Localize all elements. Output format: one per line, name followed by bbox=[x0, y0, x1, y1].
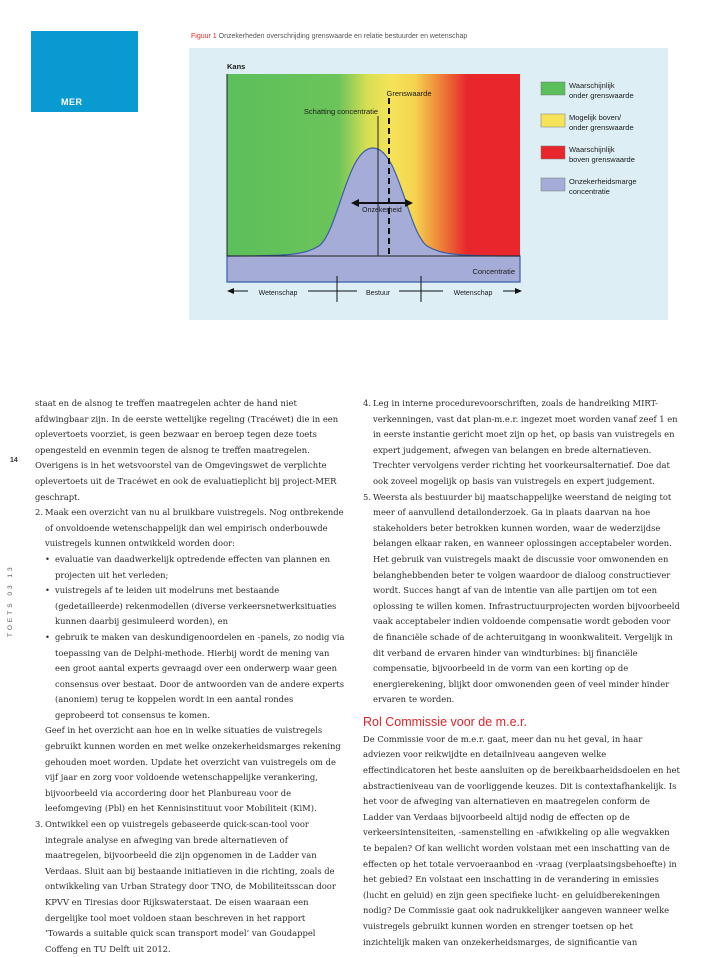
legend-label: Waarschijnlijk bbox=[569, 81, 615, 90]
list-number: 4. bbox=[363, 398, 371, 408]
figure-caption bbox=[191, 33, 467, 40]
list-text: Leg in interne procedurevoorschriften, zoals de handreiking MIRT-verkenningen, vast dat plan-m.e.r. ingezet moet worden vanaf zeef 1 en in eerste instantie gericht moet zijn op het, op basis van vuistregels en expert judgement, afwegen van belangen en brede alternatieven. Trechter vervolgens verder richting het voorkeursalternatief. Doe dat ook zoveel mogelijk op basis van vuistregels en expert judgement. bbox=[373, 398, 678, 486]
legend-label: Waarschijnlijk bbox=[569, 145, 615, 154]
legend-label: Mogelijk boven/ bbox=[569, 113, 622, 122]
legend-swatch bbox=[541, 114, 565, 127]
bullet-text: vuistregels af te leiden uit modelruns met bestaande (gedetailleerde) rekenmodellen (diverse verkeersnetwerksituaties kunnen daarbij gesimuleerd worden), en bbox=[55, 585, 337, 627]
bottom-label-governance: Bestuur bbox=[365, 290, 391, 297]
section-heading: Rol Commissie voor de m.e.r. bbox=[363, 714, 527, 729]
uncertainty-figure bbox=[189, 48, 668, 320]
legend-label: onder grenswaarde bbox=[569, 91, 634, 100]
legend-label: concentratie bbox=[569, 187, 610, 196]
bullet-text: evaluatie van daadwerkelijk optredende effecten van plannen en projecten uit het verleden; bbox=[55, 553, 331, 580]
uncertainty-label: Onzekerheid bbox=[362, 207, 402, 214]
journal-label-text: TOETS 03 13 bbox=[7, 564, 14, 637]
bottom-arrow-right bbox=[515, 288, 522, 294]
list-text: Maak een overzicht van nu al bruikbare vuistregels. Nog ontbrekende of onvoldoende wetenschappelijk dan wel empirisch onderbouwde vuistregels kunnen ontwikkeld worden door: bbox=[45, 507, 344, 549]
legend-label: boven grenswaarde bbox=[569, 155, 635, 164]
bullet-item bbox=[35, 552, 345, 583]
bullet-item bbox=[35, 630, 345, 724]
mer-section-block bbox=[31, 31, 138, 112]
figure-caption-text: Onzekerheden overschrijding grenswaarde en relatie bestuurder en wetenschap bbox=[218, 33, 468, 40]
list-item-4 bbox=[363, 396, 680, 490]
figure-legend bbox=[541, 81, 637, 196]
list-item-3 bbox=[35, 817, 345, 957]
legend-label: onder grenswaarde bbox=[569, 123, 634, 132]
bullet-icon: • bbox=[45, 585, 50, 596]
list-item-2 bbox=[35, 505, 345, 552]
journal-label bbox=[7, 564, 27, 637]
bottom-label-science-right: Wetenschap bbox=[453, 290, 493, 297]
bullet-item bbox=[35, 583, 345, 630]
legend-label: Onzekerheidsmarge bbox=[569, 177, 637, 186]
legend-swatch bbox=[541, 178, 565, 191]
bottom-arrow-left bbox=[227, 288, 234, 294]
estimate-label: Schatting concentratie bbox=[303, 107, 379, 116]
list-item-5 bbox=[363, 490, 680, 708]
legend-swatch bbox=[541, 82, 565, 95]
legend-swatch bbox=[541, 146, 565, 159]
list-number: 5. bbox=[363, 491, 371, 502]
list-text: Ontwikkel een op vuistregels gebaseerde quick-scan-tool voor integrale analyse en afweging van brede alternatieven of maatregelen, bijvoorbeeld die zijn opgenomen in de Ladder van Verdaas. Sluit aan bij bestaande initiatieven in die richting, zoals de ontwikkeling van Urban Strategy door TNO, de Mobiliteitsscan door KPVV en Tiresias door Rijkswaterstaat. De eisen waaraan een dergelijke tool moet voldoen staan beschreven in het rapport ‘Towards a suitable quick scan transport model’ van Goudappel Coffeng en TU Delft uit 2012. bbox=[45, 819, 336, 954]
left-column bbox=[35, 396, 345, 957]
limit-label: Grenswaarde bbox=[386, 89, 432, 98]
bullet-text: gebruik te maken van deskundigenoordelen en -panels, zo nodig via toepassing van de Delphi-methode. Hierbij wordt de mening van een groot aantal experts gevraagd over een onderwerp waar geen consensus over bestaat. Door de antwoorden van de andere experts (anoniem) terug te koppelen wordt in een aantal rondes geprobeerd tot consensus te komen. bbox=[55, 631, 345, 720]
list-text: Weersta als bestuurder bij maatschappelijke weerstand de neiging tot meer of aanvullend detailonderzoek. Ga in plaats daarvan na hoe stakeholders beter betrokken kunnen worden, waar de wederzijdse belangen elkaar raken, en wanneer oplossingen acceptabeler worden. Het gebruik van vuistregels maakt de discussie voor omwonenden en belanghebbenden beter te volgen waardoor de dialoog constructiever wordt. Succes hangt af van de intentie van alle partijen om tot een oplossing te willen komen. Infrastructuurprojecten worden bijvoorbeeld vaak acceptabeler indien voldoende compensatie wordt geboden voor de financiële schade of de achteruitgang in woonkwaliteit. Vergelijk in dit verband de ervaren hinder van windturbines: bij financiële compensatie, bijvoorbeeld in de vorm van een korting op de energierekening, blijkt door omwonenden geen of veel minder hinder ervaren te worden. bbox=[373, 491, 680, 705]
page-number: 14 bbox=[10, 457, 18, 464]
paragraph: De Commissie voor de m.e.r. gaat, meer dan nu het geval, in haar adviezen voor reikwijdte en detailniveau aangeven welke effectindicatoren het beste aansluiten op de bereikbaarheidsdoelen en het abstractieniveau van de voorliggende keuzes. Dit is contextafhankelijk. Is het voor de afweging van alternatieven en maatregelen conform de Ladder van Verdaas bijvoorbeeld altijd nodig de effecten op de verkeersintensiteiten, -samenstelling en -afwikkeling op alle wegvakken te bepalen? Of kan wellicht worden volstaan met een inschatting van de effecten op het totale vervoeraanbod en -vraag (verplaatsingsbehoefte) in het gebied? En volstaat een inschatting in de verandering in emissies (lucht en geluid) en zijn geen specifieke lucht- en geluidberekeningen nodig? De Commissie gaat ook nadrukkelijker aangeven wanneer welke vuistregels gebruikt kunnen worden en strenger toetsen op het inzichtelijk maken van onzekerheidsmarges, de significantie van bbox=[363, 733, 680, 947]
mer-badge-label: MER bbox=[61, 97, 83, 107]
paragraph: staat en de alsnog te treffen maatregelen achter de hand niet afdwingbaar zijn. In de eerste wettelijke regeling (Tracéwet) die in een oplevertoets voorziet, is geen bezwaar en beroep tegen deze toets opengesteld en evenmin tegen de alsnog te treffen maatregelen. Overigens is in het wetsvoorstel van de Omgevingswet de verplichte oplevertoets uit de Tracéwet en ook de evaluatieplicht bij project-MER geschrapt. bbox=[35, 398, 339, 502]
bottom-label-science-left: Wetenschap bbox=[258, 290, 298, 297]
right-column bbox=[363, 396, 680, 950]
paragraph: Geef in het overzicht aan hoe en in welke situaties de vuistregels gebruikt kunnen worden en met welke onzekerheidsmarges rekening gehouden moet worden. Update het overzicht van vuistregels om de vijf jaar en zorg voor voldoende wetenschappelijke verankering, bijvoorbeeld via accordering door het Planbureau voor de leefomgeving (Pbl) en het Kennisinstituut voor Mobiliteit (KiM). bbox=[45, 725, 341, 814]
x-axis-label: Concentratie bbox=[472, 267, 515, 276]
figure-caption-prefix: Figuur 1 bbox=[191, 33, 217, 40]
bullet-icon: • bbox=[45, 631, 50, 642]
list-number: 3. bbox=[35, 819, 43, 830]
y-axis-label: Kans bbox=[227, 62, 246, 71]
list-number: 2. bbox=[35, 507, 43, 518]
uncertainty-diagram bbox=[189, 48, 668, 320]
bullet-icon: • bbox=[45, 553, 50, 564]
